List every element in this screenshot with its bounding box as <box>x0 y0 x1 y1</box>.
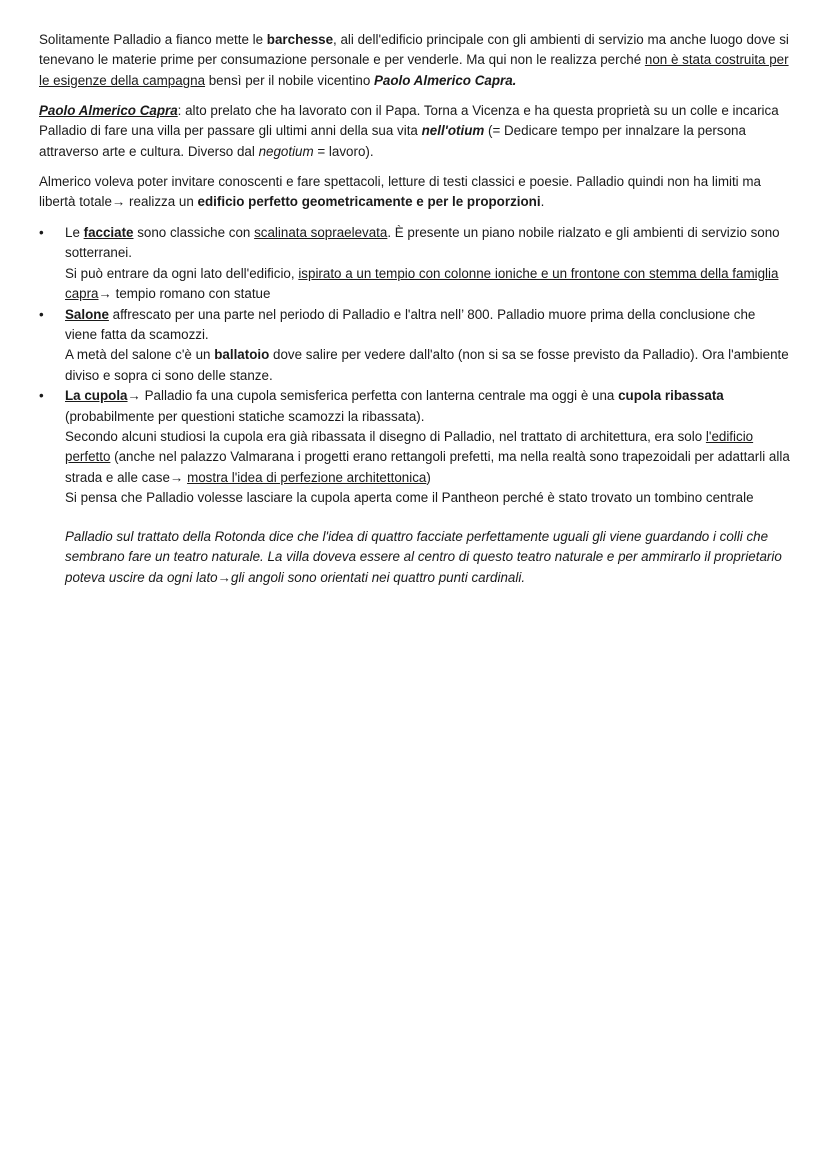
paragraph-barchesse <box>39 30 791 91</box>
bold-term: ballatoio <box>214 347 270 363</box>
bold-term: cupola ribassata <box>618 388 724 404</box>
text: dove salire per vedere dall'alto (non si sa se fosse previsto da Palladio). Ora l'ambiente diviso e sopra ci sono delle stanze. <box>65 347 789 383</box>
bold-italic-name: Paolo Almerico Capra. <box>374 72 517 88</box>
text: , ali dell'edificio principale con gli ambienti di servizio ma anche luogo dove si tenevano le materie prime per consumazione personale e per venderle. Ma qui non le realizza perché <box>39 32 789 68</box>
bullet-dot: • <box>39 388 44 404</box>
bullet-item-facciate <box>39 223 791 305</box>
text: Le <box>65 225 84 240</box>
bullet-line <box>65 427 791 488</box>
bullet-line <box>65 223 791 264</box>
text: sono classiche con <box>133 225 255 240</box>
text: (= Dedicare tempo per innalzare la persona attraverso arte e cultura. Diverso dal <box>39 123 746 159</box>
bullet-item-salone <box>39 305 791 387</box>
paragraph-almerico-spettacoli <box>39 172 791 213</box>
text: : alto prelato che ha lavorato con il Papa. Torna a Vicenza e ha questa proprietà su un colle e incarica Palladio di fare una villa per passare gli ultimi anni della sua vita <box>39 103 779 139</box>
bullet-line <box>65 264 791 305</box>
bold-underlined-term: Salone <box>65 306 109 322</box>
bullet-list <box>39 223 791 509</box>
text: bensì per il nobile vicentino <box>205 72 374 88</box>
paragraph-almerico-capra <box>39 101 791 162</box>
bullet-line <box>65 305 791 346</box>
bullet-item-cupola <box>39 386 791 508</box>
underlined-phrase: non è stata costruita per le esigenze della campagna <box>39 52 789 88</box>
text: . <box>540 194 545 210</box>
text: Secondo alcuni studiosi la cupola era già ribassata il disegno di Palladio, nel trattato di architettura, era solo <box>65 429 706 445</box>
text: Solitamente Palladio a fianco mette le <box>39 32 267 47</box>
bold-underlined-term: facciate <box>83 225 134 240</box>
bullet-line <box>65 386 791 427</box>
text: Almerico voleva poter invitare conoscenti e fare spettacoli, letture di testi classici e poesie. Palladio quindi non ha limiti ma libertà totale→ realizza un <box>39 174 761 210</box>
text: Si può entrare da ogni lato dell'edificio, <box>65 265 299 281</box>
bullet-dot: • <box>39 225 44 240</box>
text: → Palladio fa una cupola semisferica perfetta con lanterna centrale ma oggi è una <box>127 388 619 404</box>
bold-underlined-term: La cupola <box>65 388 128 404</box>
bold-italic-term: nell'otium <box>421 123 485 139</box>
text: (probabilmente per questioni statiche scamozzi la ribassata). <box>65 408 425 424</box>
heading-name: Paolo Almerico Capra <box>39 103 178 118</box>
bold-phrase: edificio perfetto geometricamente e per le proporzioni <box>197 194 541 210</box>
text: affrescato per una parte nel periodo di Palladio e l'altra nell’ 800. Palladio muore prima della conclusione che viene fatta da scamozzi. <box>65 306 756 343</box>
text: A metà del salone c'è un <box>65 347 215 363</box>
text: ) <box>426 469 431 485</box>
underlined-phrase: l'edificio perfetto <box>65 429 754 465</box>
underlined-phrase: scalinata sopraelevata <box>254 225 388 240</box>
text: (anche nel palazzo Valmarana i progetti erano rettangoli prefetti, ma nella realtà sono trapezoidali per adattarli alla strada e alle case→ <box>65 449 790 485</box>
bold-term: barchesse <box>266 32 334 47</box>
bullet-line: Si pensa che Palladio volesse lasciare la cupola aperta come il Pantheon perché è stato trovato un tombino centrale <box>65 490 754 506</box>
underlined-phrase: ispirato a un tempio con colonne ioniche e un frontone con stemma della famiglia capra <box>65 265 779 302</box>
underlined-phrase: mostra l'idea di perfezione architettonica <box>187 469 427 485</box>
text: = lavoro). <box>313 143 374 159</box>
text: → tempio romano con statue <box>98 286 271 302</box>
bullet-dot: • <box>39 306 44 322</box>
bullet-line <box>65 345 791 386</box>
closing-italic-paragraph: Palladio sul trattato della Rotonda dice che l'idea di quattro facciate perfettamente uguali gli viene guardando i colli che sembrano fare un teatro naturale. La villa doveva essere al centro di questo teatro naturale e per ammirarlo il proprietario poteva uscire da ogni lato→gli angoli sono orientati nei quattro punti cardinali. <box>65 529 782 585</box>
italic-term: negotium <box>258 143 314 159</box>
text: . È presente un piano nobile rialzato e gli ambienti di servizio sono sotterranei. <box>65 225 780 261</box>
